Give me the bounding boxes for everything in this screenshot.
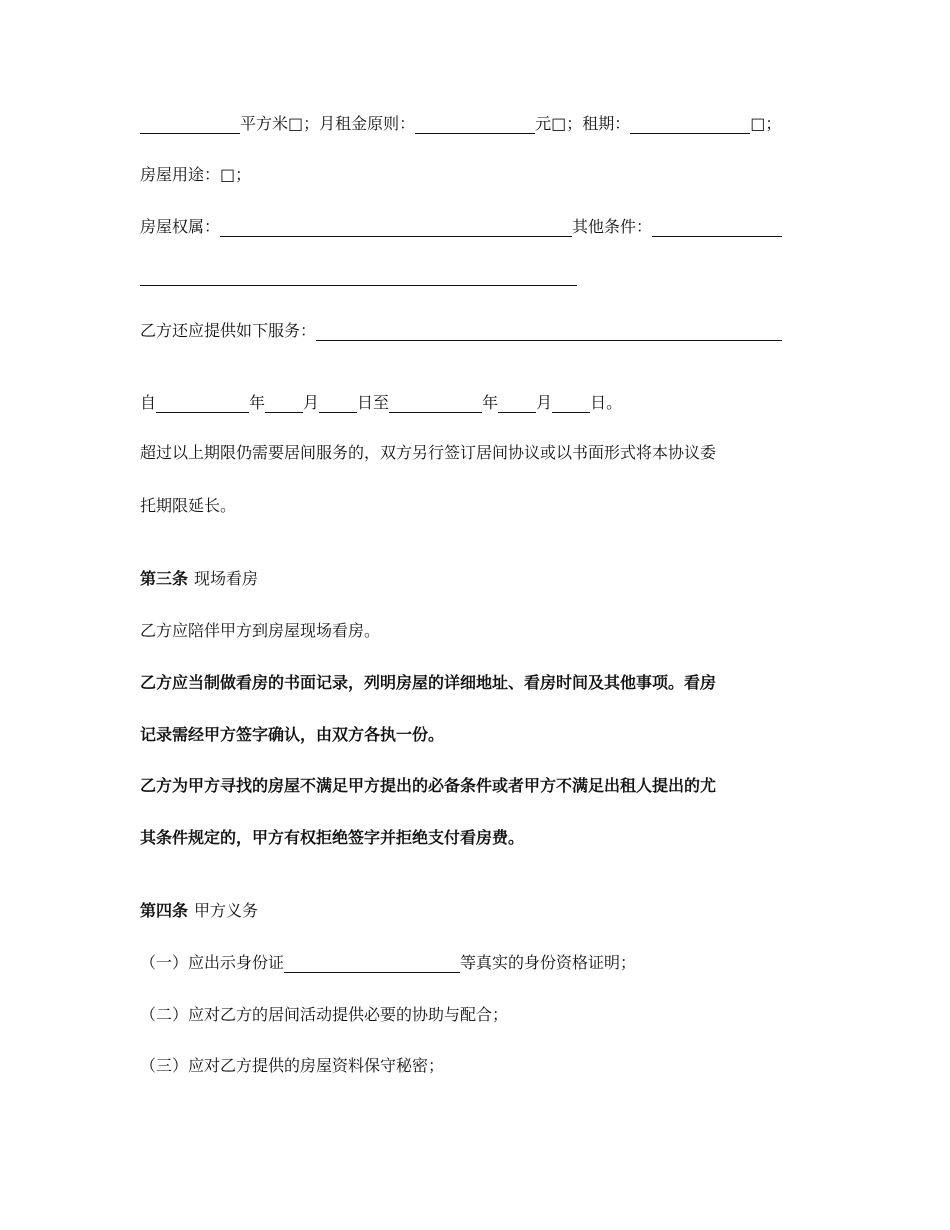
article-3-line-5	[140, 828, 524, 848]
area-rent-label: 平方米□；月租金原则：	[240, 114, 416, 133]
article-number: 第三条	[140, 569, 189, 588]
article-4-item-2	[140, 1005, 508, 1025]
services-blank	[316, 323, 782, 341]
text-line: 乙方应当制做看房的书面记录，列明房屋的详细地址、看房时间及其他事项。看房	[140, 673, 717, 692]
term-label: 元□；租期：	[535, 114, 631, 133]
year-label: 年	[482, 393, 499, 412]
year-label: 年	[249, 393, 266, 412]
period-from: 自	[140, 393, 157, 412]
text-line: 托期限延长。	[140, 496, 237, 515]
month-label: 月	[303, 393, 320, 412]
text-line: （二）应对乙方的居间活动提供必要的协助与配合；	[140, 1005, 509, 1024]
day-label: 日。	[590, 393, 623, 412]
start-year-blank	[156, 395, 249, 413]
usage-label: 房屋用途：□；	[140, 165, 252, 184]
article-4-item-3	[140, 1056, 444, 1076]
article-3-line-3	[140, 725, 444, 745]
text-line: 乙方应陪伴甲方到房屋现场看房。	[140, 621, 381, 640]
article-title: 现场看房	[194, 569, 259, 588]
start-month-blank	[265, 395, 303, 413]
text-line: （三）应对乙方提供的房屋资料保守秘密；	[140, 1056, 445, 1075]
month-label: 月	[536, 393, 553, 412]
other-conditions-blank	[652, 219, 782, 237]
article-4-item-1	[140, 953, 636, 973]
end-month-blank	[498, 395, 536, 413]
article-number: 第四条	[140, 901, 189, 920]
article-3-heading	[140, 569, 258, 589]
services-label: 乙方还应提供如下服务：	[140, 321, 317, 340]
other-conditions-label: 其他条件：	[572, 217, 653, 236]
other-conditions-continuation	[140, 268, 577, 286]
end-day-blank	[552, 395, 590, 413]
continuation-blank	[140, 268, 577, 286]
extension-text-line-2	[140, 496, 236, 516]
ownership-label: 房屋权属：	[140, 217, 221, 236]
article-3-line-2	[140, 673, 716, 693]
article-title: 甲方义务	[194, 901, 259, 920]
usage-line	[140, 165, 251, 185]
term-blank	[630, 116, 750, 134]
article-3-line-1	[140, 621, 380, 641]
extension-text-line-1	[140, 443, 716, 463]
text-line: 超过以上期限仍需要居间服务的，双方另行签订居间协议或以书面形式将本协议委	[140, 443, 717, 462]
area-rent-term-line	[140, 114, 781, 134]
text-line: 乙方为甲方寻找的房屋不满足甲方提出的必备条件或者甲方不满足出租人提出的尤	[140, 776, 717, 795]
area-blank	[140, 116, 240, 134]
text-line: 其条件规定的，甲方有权拒绝签字并拒绝支付看房费。	[140, 828, 525, 847]
text-segment: 等真实的身份资格证明；	[460, 953, 637, 972]
end-year-blank	[389, 395, 482, 413]
article-4-heading	[140, 901, 258, 921]
services-line	[140, 321, 782, 341]
term-suffix: □；	[750, 114, 782, 133]
period-line	[140, 393, 622, 413]
article-3-line-4	[140, 776, 716, 796]
ownership-blank	[220, 219, 572, 237]
id-type-blank	[284, 955, 460, 973]
text-line: 记录需经甲方签字确认，由双方各执一份。	[140, 725, 445, 744]
day-to-label: 日至	[357, 393, 390, 412]
start-day-blank	[319, 395, 357, 413]
text-segment: （一）应出示身份证	[140, 953, 285, 972]
ownership-line	[140, 217, 782, 237]
rent-blank	[415, 116, 535, 134]
